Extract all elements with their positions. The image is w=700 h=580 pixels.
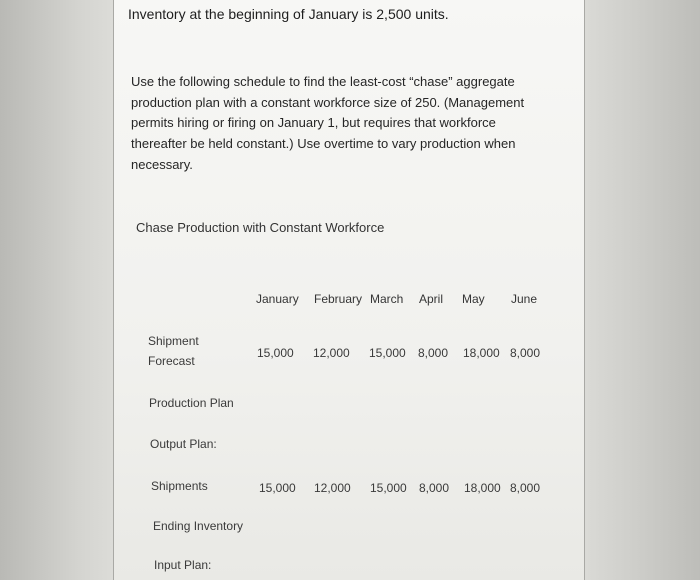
month-header-may: May — [462, 292, 485, 306]
row-label-output-plan: Output Plan: — [150, 437, 217, 451]
month-header-april: April — [419, 292, 444, 306]
month-header-june: June — [511, 292, 538, 306]
document-page — [113, 0, 585, 580]
month-header-january: January — [256, 292, 299, 306]
shipments-value-june: 8,000 — [510, 481, 541, 495]
instructions-line: production plan with a constant workforce size of 250. (Management — [131, 94, 525, 110]
left-background — [0, 0, 113, 580]
shipments-value-march: 15,000 — [370, 481, 407, 495]
shipments-value-april: 8,000 — [419, 481, 450, 495]
instructions-line: necessary. — [131, 156, 193, 172]
right-background — [585, 0, 700, 580]
row-label-shipments: Shipments — [151, 479, 208, 493]
forecast-value-april: 8,000 — [418, 346, 449, 360]
instructions-line: Use the following schedule to find the least-cost “chase” aggregate — [131, 74, 515, 89]
instructions-line: permits hiring or firing on January 1, but requires that workforce — [131, 115, 496, 131]
shipments-value-february: 12,000 — [314, 481, 351, 495]
shipments-value-january: 15,000 — [259, 481, 296, 495]
forecast-value-march: 15,000 — [369, 346, 406, 360]
shipments-value-may: 18,000 — [464, 481, 501, 495]
month-header-march: March — [370, 292, 404, 306]
instructions-paragraph — [131, 72, 561, 176]
month-header-february: February — [314, 292, 363, 306]
row-label-ending-inventory: Ending Inventory — [153, 519, 244, 533]
instructions-line: thereafter be held constant.) Use overtime to vary production when — [131, 136, 516, 152]
forecast-value-may: 18,000 — [463, 346, 500, 360]
forecast-value-february: 12,000 — [313, 346, 350, 360]
row-label-input-plan: Input Plan: — [154, 558, 212, 572]
row-label-production-plan: Production Plan — [149, 396, 234, 410]
row-label-shipment: Shipment — [148, 334, 199, 348]
row-label-forecast: Forecast — [148, 354, 195, 368]
forecast-value-january: 15,000 — [257, 346, 294, 360]
forecast-value-june: 8,000 — [510, 346, 541, 360]
inventory-statement: Inventory at the beginning of January is 2,500 units. — [128, 6, 449, 22]
table-title: Chase Production with Constant Workforce — [136, 220, 385, 235]
